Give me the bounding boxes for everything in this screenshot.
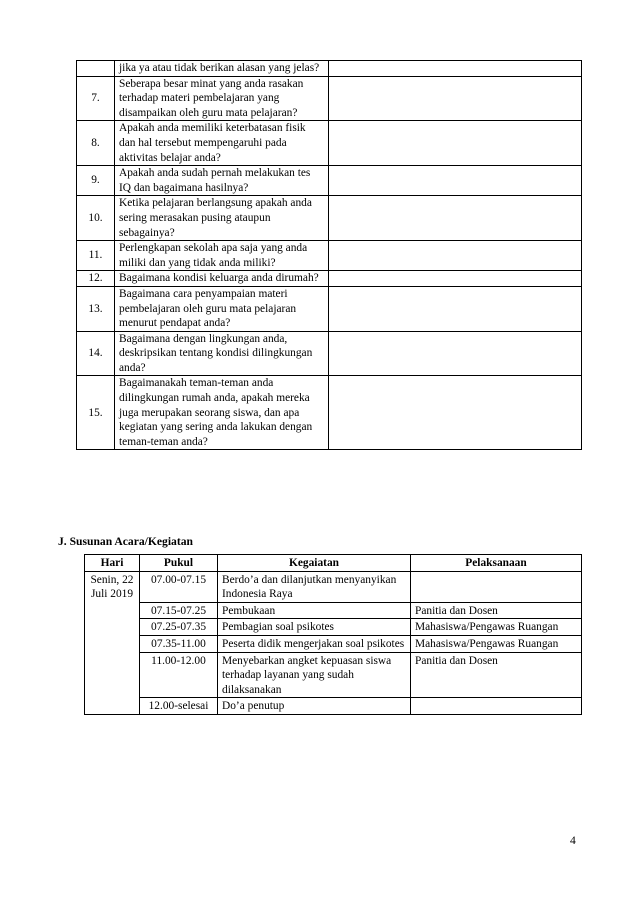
time-cell: 07.00-07.15 xyxy=(140,571,218,602)
question-number: 10. xyxy=(77,196,115,241)
header-hari: Hari xyxy=(85,555,140,572)
day-cell: Senin, 22 Juli 2019 xyxy=(85,571,140,714)
question-number: 8. xyxy=(77,121,115,166)
table-row xyxy=(77,166,582,196)
question-number: 13. xyxy=(77,286,115,331)
table-row xyxy=(77,376,582,450)
table-row xyxy=(77,331,582,376)
table-row xyxy=(77,121,582,166)
question-number xyxy=(77,61,115,77)
time-cell: 11.00-12.00 xyxy=(140,652,218,698)
question-number: 12. xyxy=(77,271,115,287)
question-text: Apakah anda memiliki keterbatasan fisik dan hal tersebut mempengaruhi pada aktivitas belajar anda? xyxy=(115,121,329,166)
time-cell: 12.00-selesai xyxy=(140,698,218,715)
table-row xyxy=(85,619,582,636)
answer-cell xyxy=(329,331,582,376)
activity-cell: Do’a penutup xyxy=(218,698,411,715)
table-row xyxy=(77,76,582,121)
questionnaire-table xyxy=(76,60,582,450)
table-row xyxy=(85,635,582,652)
question-text: Ketika pelajaran berlangsung apakah anda sering merasakan pusing ataupun sebagainya? xyxy=(115,196,329,241)
question-number: 14. xyxy=(77,331,115,376)
question-number: 7. xyxy=(77,76,115,121)
time-cell: 07.15-07.25 xyxy=(140,602,218,619)
header-pukul: Pukul xyxy=(140,555,218,572)
question-text: Seberapa besar minat yang anda rasakan terhadap materi pembelajaran yang disampaikan oleh guru mata pelajaran? xyxy=(115,76,329,121)
executor-cell xyxy=(411,698,582,715)
question-text: Bagaimana dengan lingkungan anda, deskripsikan tentang kondisi dilingkungan anda? xyxy=(115,331,329,376)
answer-cell xyxy=(329,196,582,241)
executor-cell: Panitia dan Dosen xyxy=(411,652,582,698)
activity-cell: Pembagian soal psikotes xyxy=(218,619,411,636)
section-title: J. Susunan Acara/Kegiatan xyxy=(58,535,193,548)
header-kegiatan: Kegaiatan xyxy=(218,555,411,572)
question-text: Bagaimanakah teman-teman anda dilingkungan rumah anda, apakah mereka juga merupakan seorang siswa, dan apa kegiatan yang sering anda lakukan dengan teman-teman anda? xyxy=(115,376,329,450)
answer-cell xyxy=(329,61,582,77)
question-text: Bagaimana kondisi keluarga anda dirumah? xyxy=(115,271,329,287)
table-row xyxy=(85,698,582,715)
table-row xyxy=(85,602,582,619)
table-row xyxy=(77,196,582,241)
schedule-table xyxy=(84,554,582,715)
question-text: Apakah anda sudah pernah melakukan tes IQ dan bagaimana hasilnya? xyxy=(115,166,329,196)
table-row xyxy=(77,241,582,271)
page-number: 4 xyxy=(570,834,576,847)
question-number: 9. xyxy=(77,166,115,196)
table-row xyxy=(77,286,582,331)
question-text: jika ya atau tidak berikan alasan yang jelas? xyxy=(115,61,329,77)
question-number: 15. xyxy=(77,376,115,450)
time-cell: 07.35-11.00 xyxy=(140,635,218,652)
time-cell: 07.25-07.35 xyxy=(140,619,218,636)
table-row xyxy=(77,271,582,287)
executor-cell: Mahasiswa/Pengawas Ruangan xyxy=(411,635,582,652)
activity-cell: Berdo’a dan dilanjutkan menyanyikan Indonesia Raya xyxy=(218,571,411,602)
answer-cell xyxy=(329,166,582,196)
table-row xyxy=(85,571,582,602)
question-text: Perlengkapan sekolah apa saja yang anda miliki dan yang tidak anda miliki? xyxy=(115,241,329,271)
table-row xyxy=(85,652,582,698)
answer-cell xyxy=(329,286,582,331)
activity-cell: Pembukaan xyxy=(218,602,411,619)
activity-cell: Menyebarkan angket kepuasan siswa terhadap layanan yang sudah dilaksanakan xyxy=(218,652,411,698)
answer-cell xyxy=(329,121,582,166)
executor-cell xyxy=(411,571,582,602)
executor-cell: Mahasiswa/Pengawas Ruangan xyxy=(411,619,582,636)
answer-cell xyxy=(329,241,582,271)
answer-cell xyxy=(329,76,582,121)
executor-cell: Panitia dan Dosen xyxy=(411,602,582,619)
answer-cell xyxy=(329,271,582,287)
question-text: Bagaimana cara penyampaian materi pembelajaran oleh guru mata pelajaran menurut pendapat anda? xyxy=(115,286,329,331)
activity-cell: Peserta didik mengerjakan soal psikotes xyxy=(218,635,411,652)
question-number: 11. xyxy=(77,241,115,271)
header-pelaksanaan: Pelaksanaan xyxy=(411,555,582,572)
table-row xyxy=(77,61,582,77)
answer-cell xyxy=(329,376,582,450)
